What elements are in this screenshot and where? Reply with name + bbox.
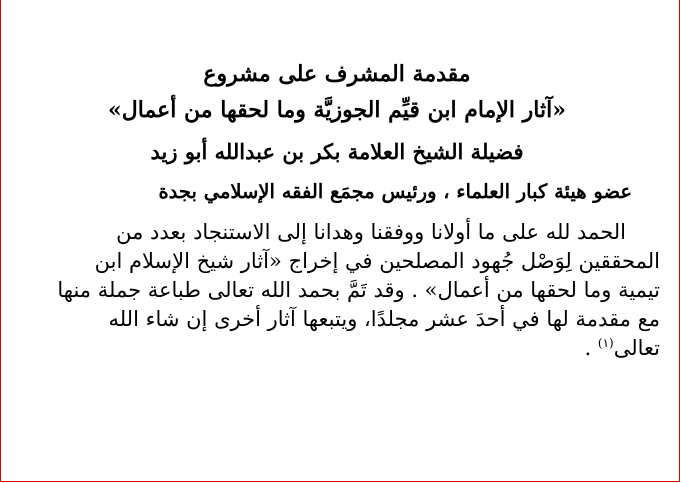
author-roles: عضو هيئة كبار العلماء ، ورئيس مجمَع الفقه الإسلامي بجدة: [158, 180, 632, 203]
paragraph-line-1: الحمد لله على ما أولانا ووفقنا وهدانا إلى الاستنجاد بعدد من: [116, 220, 626, 244]
paragraph-line-4: مع مقدمة لها في أحدَ عشر مجلدًا، ويتبعها آثار أخرى إن شاء الله: [108, 307, 660, 331]
document-subtitle: «آثار الإمام ابن قيِّم الجوزيَّة وما لحقها من أعمال»: [108, 97, 566, 123]
final-period: .: [584, 336, 592, 360]
paragraph-last-word: تعالى: [613, 336, 660, 360]
document-page: [8, 52, 666, 363]
author-name: فضيلة الشيخ العلامة بكر بن عبدالله أبو زيد: [150, 139, 524, 164]
footnote-marker: (١): [597, 336, 614, 350]
paragraph-line-5: [8, 334, 660, 363]
document-title: مقدمة المشرف على مشروع: [203, 61, 471, 87]
body-paragraph: [8, 218, 666, 363]
paragraph-line-2: المحققين لِوَصْل جُهود المصلحين في إخراج «آثار شيخ الإسلام ابن: [94, 249, 660, 273]
paragraph-line-3: تيمية وما لحقها من أعمال» . وقد تَمَّ بحمد الله تعالى طباعة جملة منها: [57, 278, 660, 302]
